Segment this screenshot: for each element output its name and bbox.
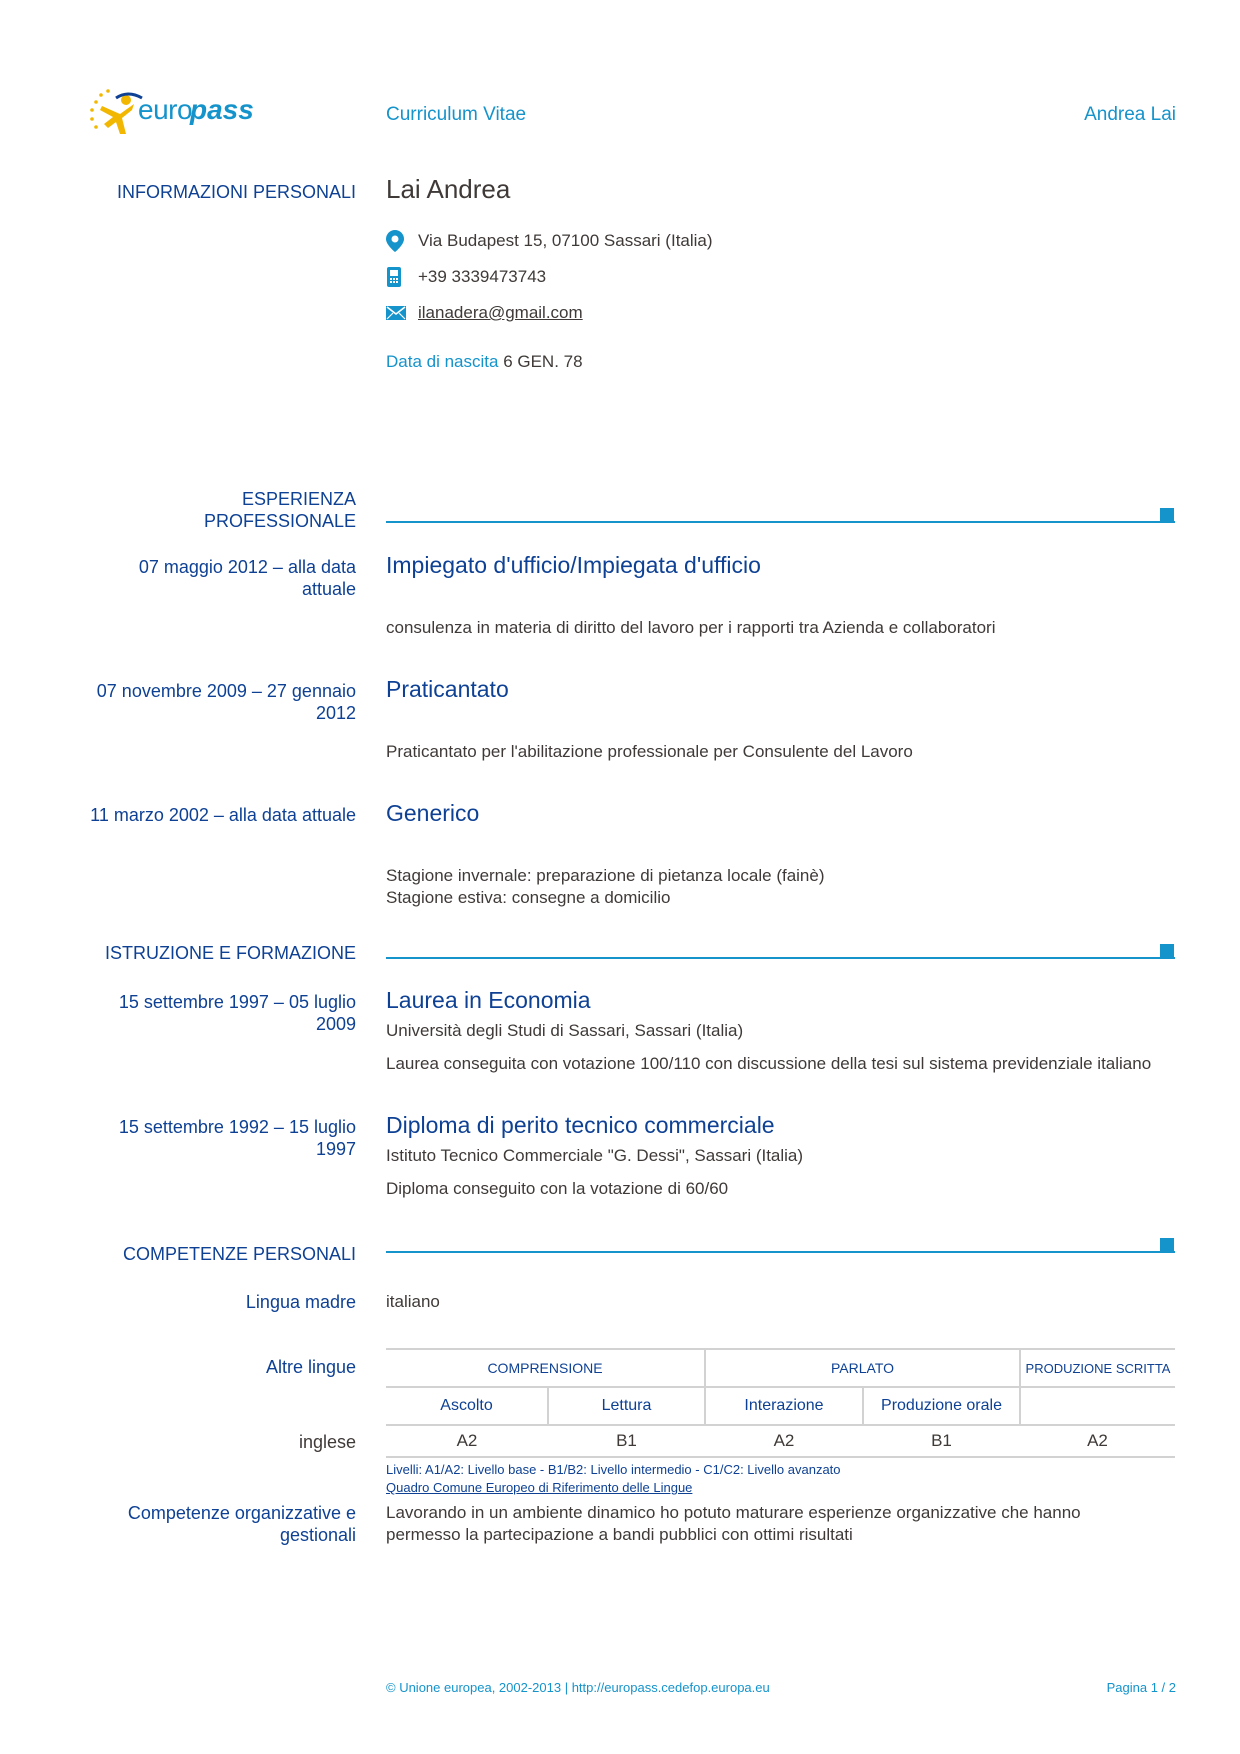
levels-note: Livelli: A1/A2: Livello base - B1/B2: Livello intermedio - C1/C2: Livello avanzato	[386, 1462, 841, 1477]
writing-header: PRODUZIONE SCRITTA	[1020, 1349, 1175, 1387]
birth-value: 6 GEN. 78	[503, 352, 583, 371]
production-header: Produzione orale	[863, 1387, 1020, 1425]
education-institution: Università degli Studi di Sassari, Sassari (Italia)	[386, 1021, 744, 1040]
section-label-experience-line2: PROFESSIONALE	[203, 511, 356, 531]
education-institution: Istituto Tecnico Commerciale "G. Dessi", Sassari (Italia)	[386, 1146, 804, 1165]
logo-text-pass: pass	[190, 94, 254, 125]
logo-text-euro: euro	[138, 94, 193, 125]
language-row	[386, 1425, 1175, 1457]
experience-title: Praticantato	[386, 676, 509, 702]
section-label-education: ISTRUZIONE E FORMAZIONE	[104, 943, 356, 963]
mother-tongue-label: Lingua madre	[245, 1292, 356, 1312]
education-description: Diploma conseguito con la votazione di 60/60	[386, 1179, 729, 1198]
section-marker-experience	[1160, 508, 1174, 522]
location-pin-icon	[386, 230, 404, 252]
listening-level: A2	[386, 1425, 548, 1457]
email-link[interactable]: ilanadera@gmail.com	[418, 303, 583, 322]
language-table-subheader	[386, 1387, 1175, 1425]
europass-figure-icon	[86, 84, 146, 140]
section-label-personal: INFORMAZIONI PERSONALI	[116, 182, 356, 202]
language-table-header	[386, 1349, 1175, 1387]
comprehension-header: COMPRENSIONE	[386, 1349, 705, 1387]
org-skills-description: Lavorando in un ambiente dinamico ho potuto maturare esperienze organizzative che hanno permesso la partecipazione a bandi pubblici con ottimi risultati	[386, 1503, 1081, 1544]
org-skills-label: Competenze organizzative e gestionali	[127, 1503, 356, 1545]
header-person-name: Andrea Lai	[1084, 104, 1176, 125]
mobile-phone-icon	[386, 267, 402, 287]
section-marker-skills	[1160, 1238, 1174, 1252]
interaction-level: A2	[705, 1425, 863, 1457]
cefr-link[interactable]: Quadro Comune Europeo di Riferimento delle Lingue	[386, 1480, 693, 1495]
speaking-header: PARLATO	[705, 1349, 1020, 1387]
language-name: inglese	[298, 1432, 356, 1452]
envelope-icon	[386, 306, 406, 320]
interaction-header: Interazione	[705, 1387, 863, 1425]
writing-level: A2	[1020, 1425, 1175, 1457]
phone-text: +39 3339473743	[418, 267, 547, 286]
education-title: Diploma di perito tecnico commerciale	[386, 1112, 775, 1138]
experience-description: Stagione invernale: preparazione di pietanza locale (fainè) Stagione estiva: consegne a domicilio	[386, 866, 825, 907]
education-title: Laurea in Economia	[386, 987, 591, 1013]
section-label-experience	[204, 488, 356, 532]
education-date: 15 settembre 1997 – 05 luglio 2009	[118, 992, 356, 1034]
experience-date: 07 novembre 2009 – 27 gennaio 2012	[96, 681, 356, 723]
other-languages-label: Altre lingue	[265, 1357, 356, 1377]
section-label-skills: COMPETENZE PERSONALI	[122, 1244, 356, 1264]
address-text: Via Budapest 15, 07100 Sassari (Italia)	[418, 231, 713, 250]
footer-copyright: © Unione europea, 2002-2013 | http://europass.cedefop.europa.eu	[386, 1680, 770, 1695]
section-divider-skills	[386, 1251, 1175, 1253]
section-marker-education	[1160, 944, 1174, 958]
section-label-experience-line1: ESPERIENZA	[241, 489, 356, 509]
email-row	[386, 302, 583, 324]
listening-header: Ascolto	[386, 1387, 548, 1425]
birth-row	[386, 352, 583, 372]
writing-subheader-empty	[1020, 1387, 1175, 1425]
experience-title: Generico	[386, 800, 480, 826]
mother-tongue-value: italiano	[386, 1292, 440, 1311]
full-name: Lai Andrea	[386, 174, 511, 204]
experience-description: consulenza in materia di diritto del lavoro per i rapporti tra Azienda e collaboratori	[386, 618, 996, 637]
language-skills-table	[386, 1348, 1175, 1458]
education-date: 15 settembre 1992 – 15 luglio 1997	[118, 1117, 356, 1159]
experience-date: 07 maggio 2012 – alla data attuale	[138, 557, 356, 599]
section-divider-experience	[386, 521, 1175, 523]
doc-title: Curriculum Vitae	[386, 104, 527, 125]
experience-date: 11 marzo 2002 – alla data attuale	[90, 805, 356, 825]
address-row	[386, 230, 713, 252]
footer-page-number: Pagina 1 / 2	[1106, 1680, 1176, 1695]
experience-title: Impiegato d'ufficio/Impiegata d'ufficio	[386, 552, 761, 578]
europass-logo	[86, 84, 256, 140]
reading-level: B1	[548, 1425, 705, 1457]
phone-row	[386, 266, 546, 288]
experience-description: Praticantato per l'abilitazione professionale per Consulente del Lavoro	[386, 742, 913, 761]
production-level: B1	[863, 1425, 1020, 1457]
section-divider-education	[386, 957, 1175, 959]
birth-label: Data di nascita	[386, 352, 499, 371]
education-description: Laurea conseguita con votazione 100/110 con discussione della tesi sul sistema previdenziale italiano	[386, 1054, 1152, 1073]
reading-header: Lettura	[548, 1387, 705, 1425]
